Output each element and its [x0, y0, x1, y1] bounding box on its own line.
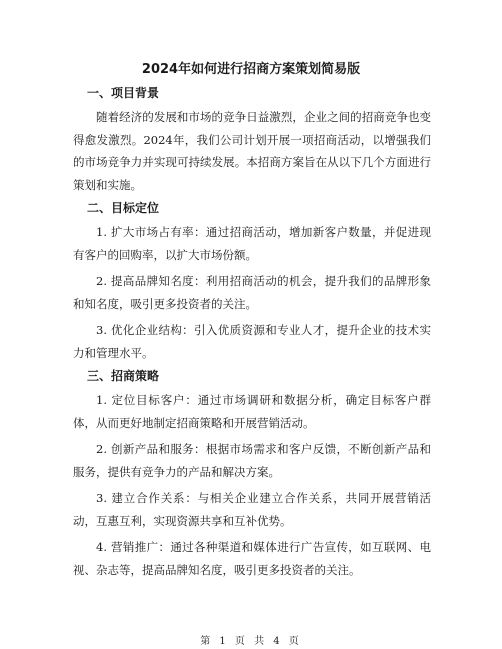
paragraph: 4. 营销推广：通过各种渠道和媒体进行广告宣传，如互联网、电视、杂志等，提高品牌知名度，吸引更多投资者的关注。: [73, 540, 431, 577]
section-strategy: [73, 368, 431, 581]
paragraph: 1. 定位目标客户：通过市场调研和数据分析，确定目标客户群体，从而更好地制定招商策略和开展营销活动。: [73, 393, 431, 430]
page-number-footer: 第 1 页 共 4 页: [200, 636, 302, 647]
paragraph: 2. 创新产品和服务：根据市场需求和客户反馈，不断创新产品和服务，提供有竞争力的产品和解决方案。: [73, 442, 431, 479]
section-heading: 三、招商策略: [87, 369, 160, 383]
paragraph: 3. 建立合作关系：与相关企业建立合作关系，共同开展营销活动，互惠互利，实现资源共享和互补优势。: [73, 491, 431, 528]
paragraph: 2. 提高品牌知名度：利用招商活动的机会，提升我们的品牌形象和知名度，吸引更多投资者的关注。: [73, 274, 431, 311]
paragraph: 随着经济的发展和市场的竞争日益激烈，企业之间的招商竞争也变得愈发激烈。2024年，我们公司计划开展一项招商活动，以增强我们的市场竞争力并实现可持续发展。本招商方案旨在从以下几个方面进行策划和实施。: [73, 110, 431, 192]
section-heading: 二、目标定位: [87, 201, 160, 215]
section-goals: [73, 200, 431, 364]
document-title: 2024年如何进行招商方案策划简易版: [141, 62, 361, 77]
paragraph: 3. 优化企业结构：引入优质资源和专业人才，提升企业的技术实力和管理水平。: [73, 323, 431, 360]
section-heading: 一、项目背景: [87, 86, 160, 100]
document-body: [73, 82, 431, 585]
section-background: [73, 85, 431, 196]
paragraph: 1. 扩大市场占有率：通过招商活动，增加新客户数量，并促进现有客户的回购率，以扩大市场份额。: [73, 225, 431, 262]
